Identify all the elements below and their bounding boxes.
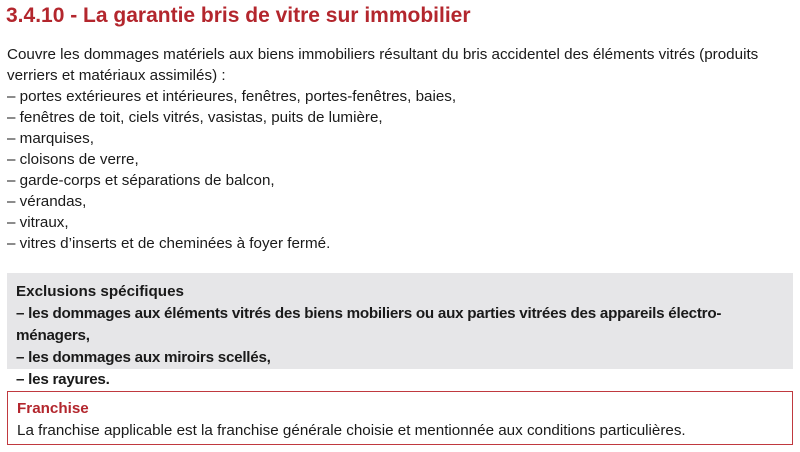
list-item: – les dommages aux miroirs scellés,	[16, 349, 271, 366]
list-item: – les dommages aux éléments vitrés des biens mobiliers ou aux parties vitrées des appareils électro-ménagers,	[16, 305, 722, 344]
list-item: – portes extérieures et intérieures, fenêtres, portes-fenêtres, baies,	[7, 88, 457, 105]
exclusions-title: Exclusions spécifiques	[16, 283, 184, 300]
franchise-title: Franchise	[17, 400, 89, 417]
list-item: – vérandas,	[7, 193, 87, 210]
list-item: – les rayures.	[16, 371, 110, 388]
exclusions-box	[7, 273, 793, 388]
list-item: – fenêtres de toit, ciels vitrés, vasistas, puits de lumière,	[7, 109, 383, 126]
exclusions-list	[16, 303, 793, 391]
franchise-box	[7, 391, 793, 445]
list-item: – marquises,	[7, 130, 94, 147]
list-item: – vitraux,	[7, 214, 69, 231]
coverage-paragraph: Couvre les dommages matériels aux biens immobiliers résultant du bris accidentel des éléments vitrés (produits verriers et matériaux assimilés) :	[7, 46, 759, 84]
list-item: – vitres d’inserts et de cheminées à foyer fermé.	[7, 235, 331, 252]
franchise-text: La franchise applicable est la franchise générale choisie et mentionnée aux conditions particulières.	[17, 422, 686, 439]
list-item: – cloisons de verre,	[7, 151, 139, 168]
list-item: – garde-corps et séparations de balcon,	[7, 172, 275, 189]
section-title: 3.4.10 - La garantie bris de vitre sur immobilier	[6, 4, 471, 27]
coverage-list	[7, 86, 793, 254]
coverage-description	[7, 44, 793, 254]
